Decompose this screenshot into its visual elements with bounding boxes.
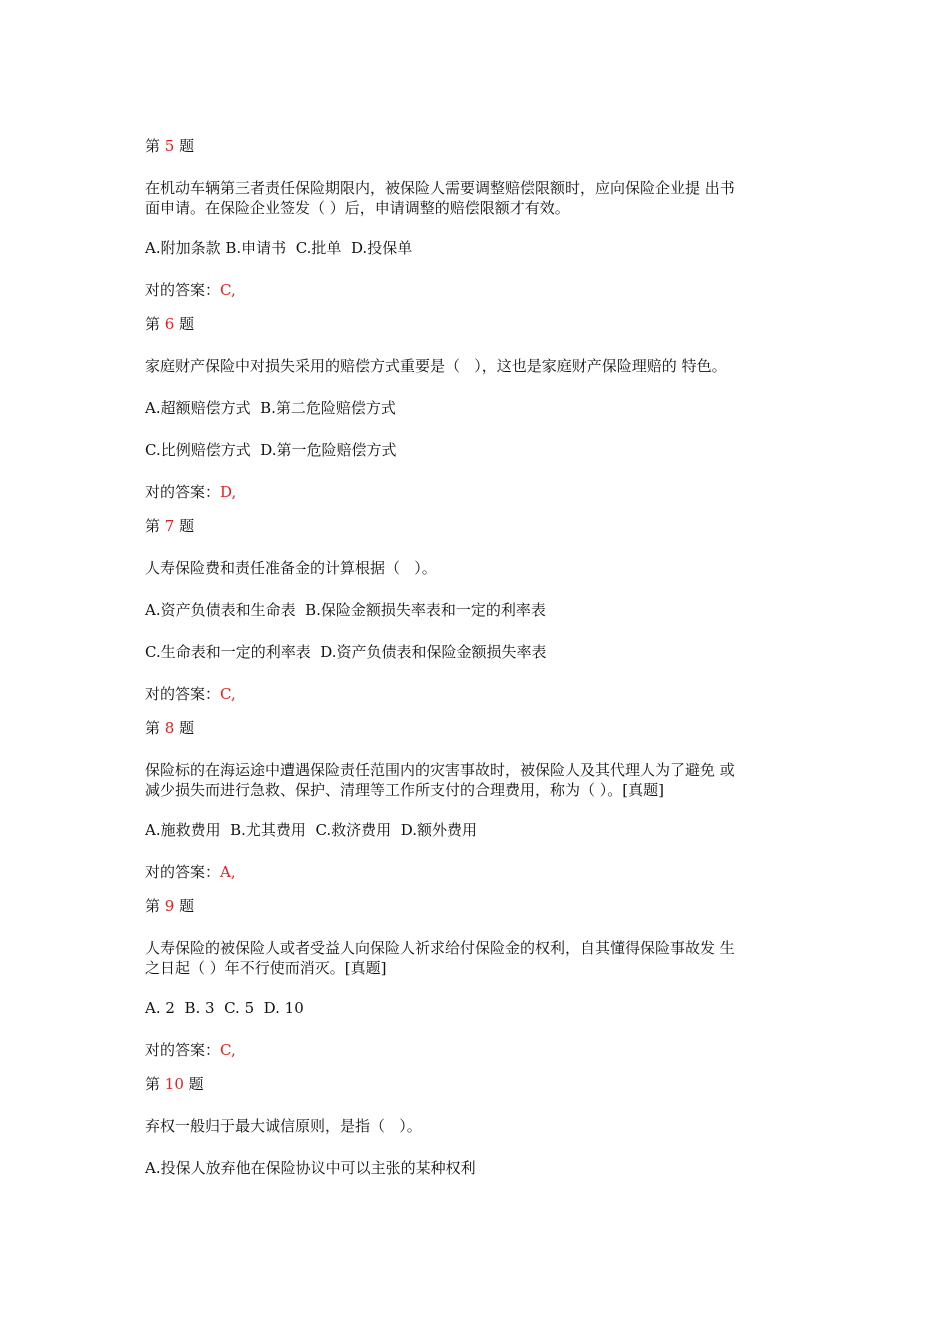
question-number: 5 [164, 137, 175, 155]
question-number: 9 [164, 897, 175, 915]
question-options: C.比例赔偿方式 D.第一危险赔偿方式 [145, 441, 397, 459]
answer-line: 对的答案：C, [145, 281, 236, 299]
question-number: 10 [164, 1075, 184, 1093]
question-number: 7 [164, 517, 175, 535]
question-options: A.投保人放弃他在保险协议中可以主张的某种权利 [145, 1159, 476, 1177]
answer-line: 对的答案：A, [145, 863, 236, 881]
question-heading: 第 10 题 [145, 1075, 204, 1093]
question-heading: 第 7 题 [145, 517, 195, 535]
answer-value: C, [220, 685, 236, 703]
answer-line: 对的答案：C, [145, 685, 236, 703]
question-stem-line: 家庭财产保险中对损失采用的赔偿方式重要是（ ），这也是家庭财产保险理赔的 特色。 [145, 357, 727, 375]
answer-value: A, [220, 863, 236, 881]
question-stem-line: 保险标的在海运途中遭遇保险责任范围内的灾害事故时，被保险人及其代理人为了避免 或 [145, 761, 735, 779]
question-heading: 第 6 题 [145, 315, 195, 333]
answer-value: C, [220, 1041, 236, 1059]
question-options: A. 2 B. 3 C. 5 D. 10 [145, 999, 304, 1017]
question-heading: 第 9 题 [145, 897, 195, 915]
question-options: A.附加条款 B.申请书 C.批单 D.投保单 [145, 239, 413, 257]
question-stem-line: 面申请。在保险企业签发（ ）后，申请调整的赔偿限额才有效。 [145, 199, 570, 217]
answer-value: D, [220, 483, 237, 501]
question-stem-line: 人寿保险费和责任准备金的计算根据（ ）。 [145, 559, 437, 577]
document-page [145, 136, 815, 1178]
question-number: 6 [164, 315, 175, 333]
question-stem-line: 人寿保险的被保险人或者受益人向保险人祈求给付保险金的权利，自其懂得保险事故发 生 [145, 939, 735, 957]
question-stem-line: 之日起（ ）年不行使而消灭。[真题] [145, 959, 387, 977]
question-number: 8 [164, 719, 175, 737]
question-options: C.生命表和一定的利率表 D.资产负债表和保险金额损失率表 [145, 643, 547, 661]
question-options: A.资产负债表和生命表 B.保险金额损失率表和一定的利率表 [145, 601, 546, 619]
answer-value: C, [220, 281, 236, 299]
question-stem-line: 在机动车辆第三者责任保险期限内，被保险人需要调整赔偿限额时，应向保险企业提 出书 [145, 179, 735, 197]
answer-line: 对的答案：C, [145, 1041, 236, 1059]
question-options: A.超额赔偿方式 B.第二危险赔偿方式 [145, 399, 396, 417]
answer-line: 对的答案：D, [145, 483, 237, 501]
question-heading: 第 8 题 [145, 719, 195, 737]
question-options: A.施救费用 B.尤其费用 C.救济费用 D.额外费用 [145, 821, 477, 839]
question-stem-line: 弃权一般归于最大诚信原则，是指（ ）。 [145, 1117, 422, 1135]
question-heading: 第 5 题 [145, 137, 195, 155]
question-stem-line: 减少损失而进行急救、保护、清理等工作所支付的合理费用，称为（ ）。[真题] [145, 781, 664, 799]
